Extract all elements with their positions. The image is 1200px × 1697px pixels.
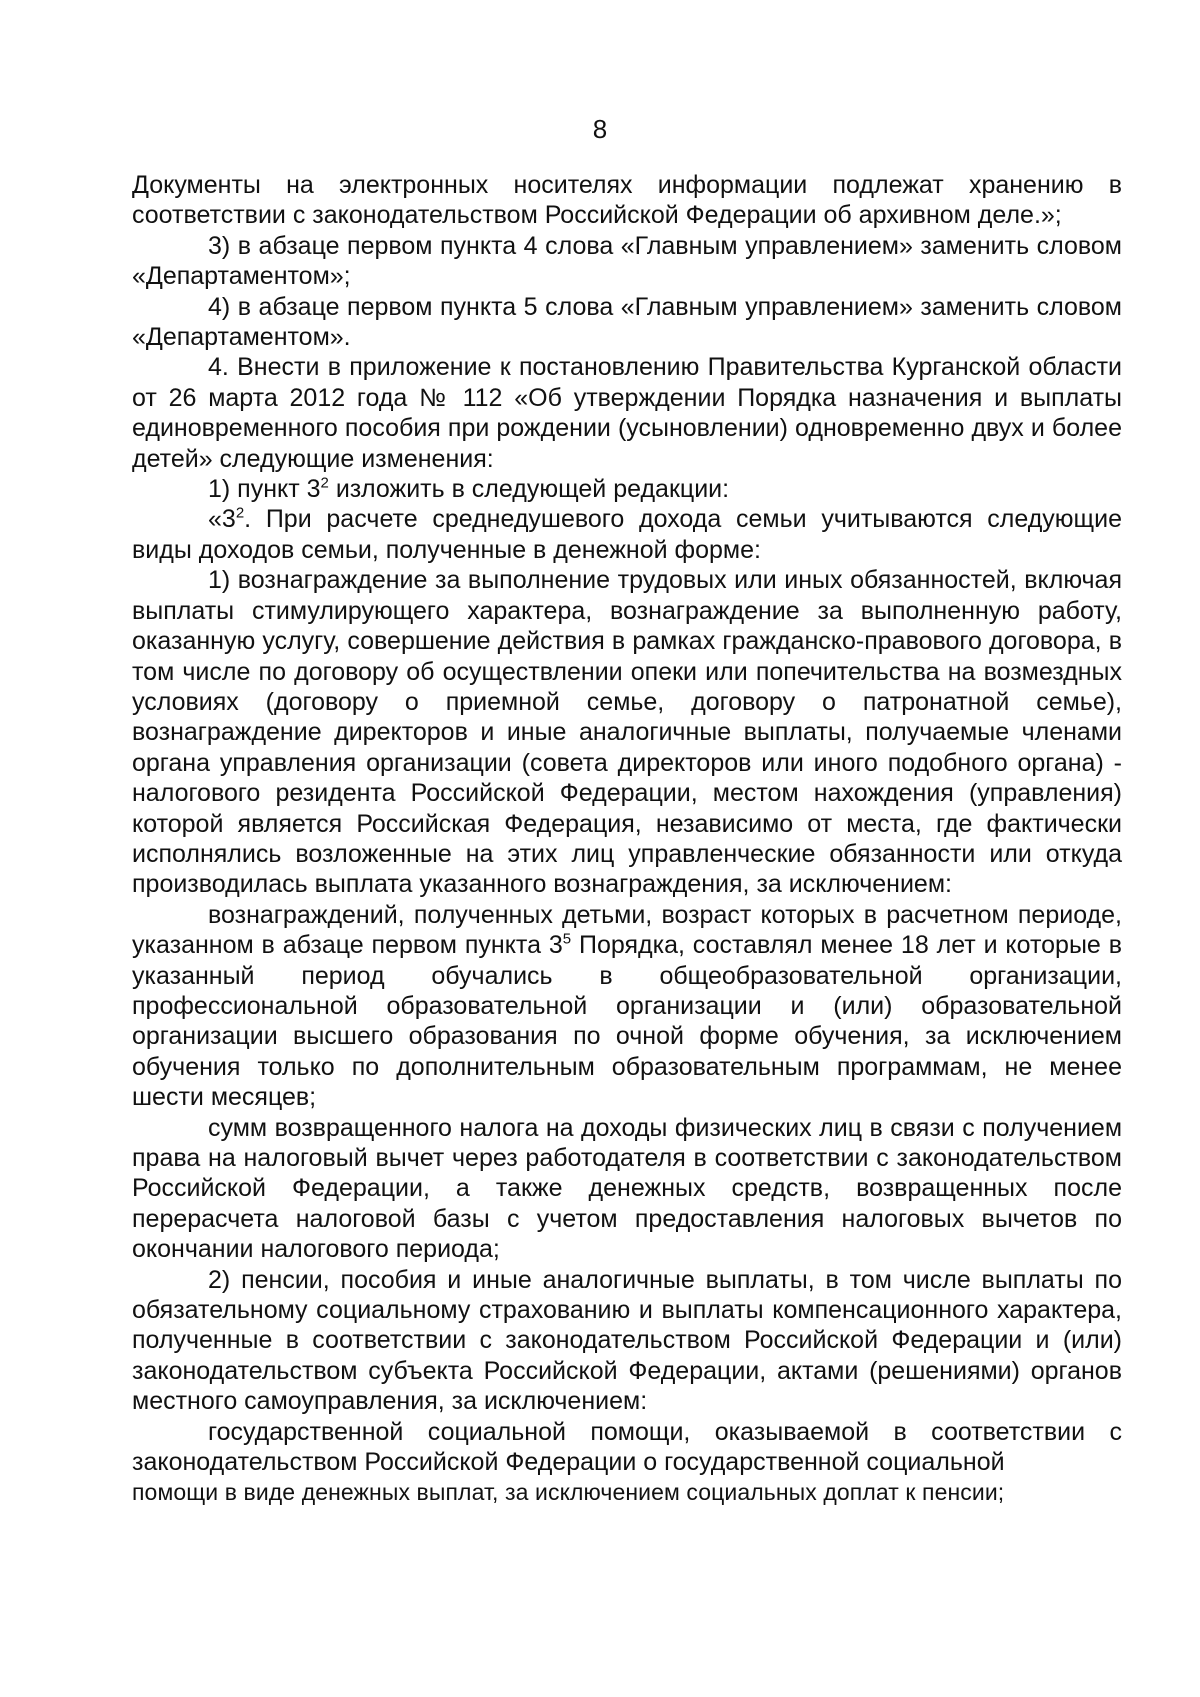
paragraph-text-fragment: вознаграждений, полученных детьми, возраст которых в расчетном периоде, указанном в абзаце первом пункта 3: [132, 900, 1122, 960]
paragraph-text-fragment: . При расчете среднедушевого дохода семьи учитываются следующие виды доходов семьи, полученные в денежной форме:: [132, 505, 1122, 564]
paragraph-text-fragment: Порядка, составлял менее 18 лет и которые в указанный период обучались в общеобразовательной организации, профессиональной образовательной организации и (или) образовательной организации высшего образования по очной форме обучения, за исключением обучения только по дополнительным образовательным программам, не менее шести месяцев;: [132, 931, 1122, 1112]
paragraph-state-social-assistance: государственной социальной помощи, оказываемой в соответствии с законодательством Российской Федерации о государственной социальной: [132, 1417, 1122, 1477]
paragraph-remuneration: 1) вознаграждение за выполнение трудовых или иных обязанностей, включая выплаты стимулирующего характера, вознаграждение за выполненную работу, оказанную услугу, совершение действия в рамках гражданско-правового договора, в том числе по договору об осуществлении опеки или попечительства на возмездных условиях (договору о приемной семье, договору о патронатной семье), вознаграждение директоров и иные аналогичные выплаты, получаемые членами органа управления организации (совета директоров или иного подобного органа) - налогового резидента Российской Федерации, местом нахождения (управления) которой является Российская Федерация, независимо от места, где фактически исполнялись возложенные на этих лиц управленческие обязанности или откуда производилась выплата указанного вознаграждения, за исключением:: [132, 566, 1122, 899]
paragraph-item-3-amendment: 3) в абзаце первом пункта 4 слова «Главным управлением» заменить словом «Департаментом»;: [132, 231, 1122, 291]
paragraph-section-4-introduction: 4. Внести в приложение к постановлению Правительства Курганской области от 26 марта 2012 года № 112 «Об утверждении Порядка назначения и выплаты единовременного пособия при рождении (усыновлении) одновременно двух и более детей» следующие изменения:: [132, 353, 1122, 473]
superscript-number: 2: [235, 505, 245, 523]
paragraph-final-line: помощи в виде денежных выплат, за исключением социальных доплат к пенсии;: [132, 1479, 1005, 1506]
paragraph-income-calculation: [132, 504, 1122, 565]
paragraph-text-fragment: изложить в следующей редакции:: [328, 475, 730, 504]
paragraph-point-3-2-replacement: [132, 474, 1122, 504]
superscript-number: 2: [320, 474, 329, 492]
paragraph-pensions-benefits: 2) пенсии, пособия и иные аналогичные выплаты, в том числе выплаты по обязательному социальному страхованию и выплаты компенсационного характера, полученные в соответствии с законодательством Российской Федерации и (или) законодательством субъекта Российской Федерации, актами (решениями) органов местного самоуправления, за исключением:: [132, 1265, 1122, 1416]
document-text: [132, 170, 1122, 1508]
paragraph-archive-storage: Документы на электронных носителях информации подлежат хранению в соответствии с законодательством Российской Федерации об архивном деле.»;: [132, 171, 1122, 230]
paragraph-tax-refund-exception: сумм возвращенного налога на доходы физических лиц в связи с получением права на налоговый вычет через работодателя в соответствии с законодательством Российской Федерации, а также денежных средств, возвращенных после перерасчета налоговой базы с учетом предоставления налоговых вычетов по окончании налогового периода;: [132, 1113, 1122, 1264]
superscript-number: 5: [562, 930, 572, 948]
paragraph-item-4-amendment: 4) в абзаце первом пункта 5 слова «Главным управлением» заменить словом «Департаментом».: [132, 292, 1122, 352]
page-number: 8: [592, 114, 608, 144]
paragraph-text-fragment: «3: [208, 505, 236, 534]
paragraph-children-remuneration-exception: [132, 900, 1122, 1113]
paragraph-text-fragment: 1) пункт 3: [208, 475, 321, 504]
